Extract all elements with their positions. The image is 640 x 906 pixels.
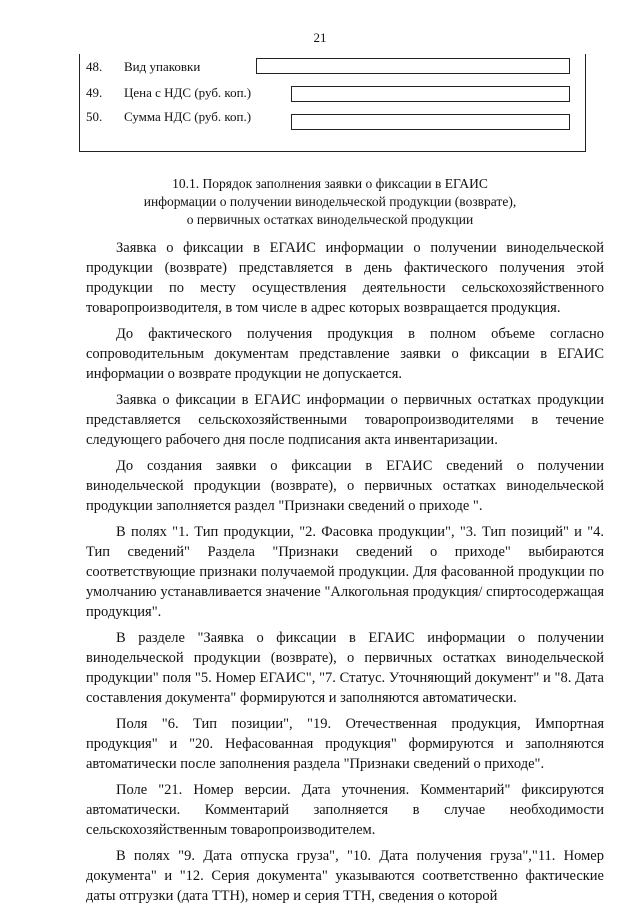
paragraph-initial-balances: Заявка о фиксации в ЕГАИС информации о первичных остатках продукции представляется сельскохозяйственными товаропроизводителями в течение следующего рабочего дня после подписания акта инвентаризации. <box>86 392 604 448</box>
paragraph-fields-9-12: В полях "9. Дата отпуска груза", "10. Дата получения груза","11. Номер документа" и "12. Серия документа" указываются соответственно фактические даты отгрузки (дата ТТН), номер и серия ТТН, сведения о которой <box>86 848 604 904</box>
vat-amount-field[interactable] <box>291 114 570 130</box>
paragraph-receipt-signs: До создания заявки о фиксации в ЕГАИС сведений о получении винодельческой продукции (возврате), о первичных остатках винодельческой продукции заполняется раздел "Признаки сведений о приходе ". <box>86 458 604 514</box>
packaging-type-field[interactable] <box>256 58 570 74</box>
section-title-line: информации о получении винодельческой продукции (возврате), <box>143 194 517 209</box>
form-row-number: 50. <box>86 109 103 124</box>
form-row-number: 48. <box>86 59 103 74</box>
paragraph-fields-1-4: В полях "1. Тип продукции, "2. Фасовка продукции", "3. Тип позиций" и "4. Тип сведений" Раздела "Признаки сведений о приходе" выбираются соответствующие признаки получаемой продукции. Для фасованной продукции по умолчанию устанавливается значение "Алкогольная продукция/ спиртосодержащая продукция". <box>86 524 604 620</box>
section-title-line: о первичных остатках винодельческой продукции <box>186 212 474 227</box>
form-row-label: Сумма НДС (руб. коп.) <box>124 109 252 124</box>
form-fields-box <box>79 54 586 152</box>
form-row-label: Вид упаковки <box>124 59 201 74</box>
body-text <box>86 238 604 906</box>
section-title <box>70 175 590 229</box>
paragraph-before-receipt: До фактического получения продукция в полном объеме согласно сопроводительным документам представление заявки о фиксации в ЕГАИС информации о возврате продукции не допускается. <box>86 326 604 382</box>
price-with-vat-field[interactable] <box>291 86 570 102</box>
paragraph-field-21: Поле "21. Номер версии. Дата уточнения. Комментарий" фиксируются автоматически. Комментарий заполняется в случае необходимости сельскохозяйственным товаропроизводителем. <box>86 782 604 838</box>
paragraph-fields-6-19-20: Поля "6. Тип позиции", "19. Отечественная продукция, Импортная продукция" и "20. Нефасованная продукция" формируются и заполняются автоматически после заполнения раздела "Признаки сведений о приходе". <box>86 716 604 772</box>
page-number: 21 <box>313 30 327 45</box>
form-row-number: 49. <box>86 85 103 100</box>
form-row-label: Цена с НДС (руб. коп.) <box>124 85 252 100</box>
paragraph-submission-time: Заявка о фиксации в ЕГАИС информации о получении винодельческой продукции (возврате) представляется в день фактического получения этой продукции по месту осуществления деятельности сельскохозяйственного товаропроизводителя, в том числе в адрес которых возвращается продукция. <box>86 240 604 316</box>
paragraph-auto-fields-5-8: В разделе "Заявка о фиксации в ЕГАИС информации о получении винодельческой продукции (возврате), о первичных остатках винодельческой продукции" поля "5. Номер ЕГАИС", "7. Статус. Уточняющий документ" и "8. Дата составления документа" формируются и заполняются автоматически. <box>86 630 604 706</box>
section-title-line: 10.1. Порядок заполнения заявки о фиксации в ЕГАИС <box>172 176 488 191</box>
